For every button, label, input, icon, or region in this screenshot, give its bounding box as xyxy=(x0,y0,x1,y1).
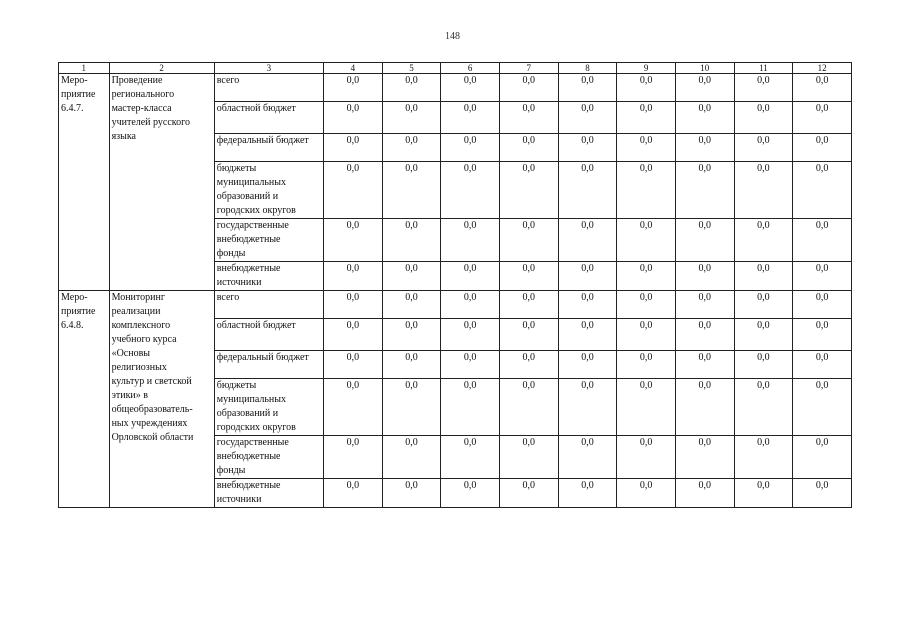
value-cell: 0,0 xyxy=(793,319,852,351)
measure-code-line: Меро- xyxy=(61,75,88,86)
value-cell: 0,0 xyxy=(675,219,734,262)
value-cell: 0,0 xyxy=(499,262,558,291)
value-cell: 0,0 xyxy=(675,162,734,219)
value-cell: 0,0 xyxy=(323,479,382,508)
measure-name-line: мастер-класса xyxy=(111,103,172,114)
funding-source-line: фонды xyxy=(216,248,246,259)
value-cell: 0,0 xyxy=(382,319,441,351)
value-cell: 0,0 xyxy=(558,162,617,219)
value-cell: 0,0 xyxy=(734,379,793,436)
value-cell: 0,0 xyxy=(793,74,852,102)
budget-table xyxy=(58,62,852,508)
funding-source xyxy=(214,291,323,319)
funding-source xyxy=(214,379,323,436)
value-cell: 0,0 xyxy=(499,134,558,162)
value-cell: 0,0 xyxy=(499,219,558,262)
value-cell: 0,0 xyxy=(734,262,793,291)
funding-source-line: внебюджетные xyxy=(216,480,281,491)
value-cell: 0,0 xyxy=(675,291,734,319)
measure-name-line: учителей русского xyxy=(111,117,190,128)
funding-source xyxy=(214,219,323,262)
value-cell: 0,0 xyxy=(382,351,441,379)
column-header: 11 xyxy=(734,63,793,74)
value-cell: 0,0 xyxy=(499,436,558,479)
value-cell: 0,0 xyxy=(323,319,382,351)
value-cell: 0,0 xyxy=(734,436,793,479)
value-cell: 0,0 xyxy=(675,74,734,102)
value-cell: 0,0 xyxy=(675,134,734,162)
value-cell: 0,0 xyxy=(382,74,441,102)
funding-source-line: образований и xyxy=(216,191,279,202)
value-cell: 0,0 xyxy=(675,262,734,291)
column-header: 12 xyxy=(793,63,852,74)
funding-source-line: муниципальных xyxy=(216,394,286,405)
value-cell: 0,0 xyxy=(793,291,852,319)
measure-name-line: Орловской области xyxy=(111,432,194,443)
value-cell: 0,0 xyxy=(499,74,558,102)
measure-code-line: Меро- xyxy=(61,292,88,303)
funding-source-line: источники xyxy=(216,277,262,288)
value-cell: 0,0 xyxy=(558,134,617,162)
value-cell: 0,0 xyxy=(793,436,852,479)
table-row xyxy=(59,74,852,102)
value-cell: 0,0 xyxy=(734,134,793,162)
value-cell: 0,0 xyxy=(617,291,676,319)
value-cell: 0,0 xyxy=(382,479,441,508)
value-cell: 0,0 xyxy=(558,262,617,291)
value-cell: 0,0 xyxy=(793,262,852,291)
measure-name-line: языка xyxy=(111,131,136,142)
value-cell: 0,0 xyxy=(617,319,676,351)
value-cell: 0,0 xyxy=(793,379,852,436)
column-header: 2 xyxy=(109,63,214,74)
measure-name-line: учебного курса xyxy=(111,334,177,345)
value-cell: 0,0 xyxy=(793,479,852,508)
value-cell: 0,0 xyxy=(441,479,500,508)
value-cell: 0,0 xyxy=(734,219,793,262)
measure-code-line: приятие xyxy=(61,306,96,317)
funding-source-line: городских округов xyxy=(216,205,296,216)
funding-source xyxy=(214,479,323,508)
value-cell: 0,0 xyxy=(382,262,441,291)
value-cell: 0,0 xyxy=(734,162,793,219)
value-cell: 0,0 xyxy=(734,102,793,134)
value-cell: 0,0 xyxy=(558,351,617,379)
value-cell: 0,0 xyxy=(441,102,500,134)
value-cell: 0,0 xyxy=(323,134,382,162)
funding-source xyxy=(214,436,323,479)
value-cell: 0,0 xyxy=(675,102,734,134)
funding-source-line: внебюджетные xyxy=(216,263,281,274)
funding-source xyxy=(214,351,323,379)
value-cell: 0,0 xyxy=(675,479,734,508)
column-header: 4 xyxy=(323,63,382,74)
value-cell: 0,0 xyxy=(323,379,382,436)
column-header: 1 xyxy=(59,63,110,74)
funding-source-line: всего xyxy=(216,75,240,86)
column-header: 8 xyxy=(558,63,617,74)
funding-source xyxy=(214,162,323,219)
value-cell: 0,0 xyxy=(558,436,617,479)
funding-source-line: бюджеты xyxy=(216,163,257,174)
column-header: 10 xyxy=(675,63,734,74)
value-cell: 0,0 xyxy=(675,319,734,351)
value-cell: 0,0 xyxy=(617,162,676,219)
funding-source xyxy=(214,319,323,351)
funding-source-line: федеральный бюджет xyxy=(216,352,309,363)
value-cell: 0,0 xyxy=(323,102,382,134)
value-cell: 0,0 xyxy=(558,319,617,351)
measure-name-line: реализации xyxy=(111,306,161,317)
funding-source-line: областной бюджет xyxy=(216,320,296,331)
value-cell: 0,0 xyxy=(382,162,441,219)
value-cell: 0,0 xyxy=(382,379,441,436)
measure-name-line: ных учреждениях xyxy=(111,418,188,429)
funding-source xyxy=(214,74,323,102)
measure-name-line: культур и светской xyxy=(111,376,192,387)
measure-name xyxy=(109,291,214,508)
value-cell: 0,0 xyxy=(617,262,676,291)
value-cell: 0,0 xyxy=(441,351,500,379)
value-cell: 0,0 xyxy=(441,162,500,219)
funding-source-line: муниципальных xyxy=(216,177,286,188)
value-cell: 0,0 xyxy=(323,291,382,319)
value-cell: 0,0 xyxy=(441,74,500,102)
measure-code xyxy=(59,74,110,291)
column-header: 3 xyxy=(214,63,323,74)
funding-source xyxy=(214,102,323,134)
value-cell: 0,0 xyxy=(323,162,382,219)
column-header: 5 xyxy=(382,63,441,74)
measure-code-line: 6.4.8. xyxy=(61,320,84,331)
value-cell: 0,0 xyxy=(558,102,617,134)
value-cell: 0,0 xyxy=(382,134,441,162)
measure-name-line: «Основы xyxy=(111,348,151,359)
value-cell: 0,0 xyxy=(617,379,676,436)
value-cell: 0,0 xyxy=(617,74,676,102)
funding-source-line: областной бюджет xyxy=(216,103,296,114)
value-cell: 0,0 xyxy=(382,219,441,262)
measure-name xyxy=(109,74,214,291)
column-header: 6 xyxy=(441,63,500,74)
value-cell: 0,0 xyxy=(441,291,500,319)
value-cell: 0,0 xyxy=(793,219,852,262)
measure-name-line: регионального xyxy=(111,89,175,100)
budget-table-body xyxy=(59,63,852,508)
measure-name-line: Проведение xyxy=(111,75,163,86)
value-cell: 0,0 xyxy=(734,351,793,379)
funding-source-line: федеральный бюджет xyxy=(216,135,309,146)
value-cell: 0,0 xyxy=(617,134,676,162)
value-cell: 0,0 xyxy=(675,351,734,379)
funding-source xyxy=(214,134,323,162)
measure-name-line: комплексного xyxy=(111,320,171,331)
value-cell: 0,0 xyxy=(558,379,617,436)
value-cell: 0,0 xyxy=(793,162,852,219)
funding-source-line: внебюджетные xyxy=(216,451,281,462)
measure-code-line: приятие xyxy=(61,89,96,100)
table-row xyxy=(59,291,852,319)
value-cell: 0,0 xyxy=(558,74,617,102)
value-cell: 0,0 xyxy=(793,134,852,162)
measure-name-line: этики» в xyxy=(111,390,149,401)
value-cell: 0,0 xyxy=(675,379,734,436)
value-cell: 0,0 xyxy=(617,351,676,379)
column-header: 7 xyxy=(499,63,558,74)
value-cell: 0,0 xyxy=(441,262,500,291)
funding-source-line: источники xyxy=(216,494,262,505)
value-cell: 0,0 xyxy=(617,102,676,134)
page-number: 148 xyxy=(445,31,460,42)
value-cell: 0,0 xyxy=(617,479,676,508)
measure-name-line: религиозных xyxy=(111,362,167,373)
value-cell: 0,0 xyxy=(323,262,382,291)
value-cell: 0,0 xyxy=(323,436,382,479)
value-cell: 0,0 xyxy=(499,162,558,219)
value-cell: 0,0 xyxy=(734,291,793,319)
value-cell: 0,0 xyxy=(499,351,558,379)
value-cell: 0,0 xyxy=(734,319,793,351)
value-cell: 0,0 xyxy=(793,351,852,379)
value-cell: 0,0 xyxy=(382,102,441,134)
funding-source-line: городских округов xyxy=(216,422,296,433)
value-cell: 0,0 xyxy=(499,291,558,319)
value-cell: 0,0 xyxy=(382,436,441,479)
value-cell: 0,0 xyxy=(734,479,793,508)
value-cell: 0,0 xyxy=(734,74,793,102)
value-cell: 0,0 xyxy=(323,74,382,102)
value-cell: 0,0 xyxy=(558,219,617,262)
value-cell: 0,0 xyxy=(675,436,734,479)
measure-name-line: общеобразователь- xyxy=(111,404,193,415)
measure-code-line: 6.4.7. xyxy=(61,103,84,114)
funding-source-line: внебюджетные xyxy=(216,234,281,245)
column-header: 9 xyxy=(617,63,676,74)
funding-source-line: государственные xyxy=(216,220,289,231)
funding-source-line: образований и xyxy=(216,408,279,419)
funding-source-line: фонды xyxy=(216,465,246,476)
column-number-row xyxy=(59,63,852,74)
value-cell: 0,0 xyxy=(323,351,382,379)
value-cell: 0,0 xyxy=(499,102,558,134)
value-cell: 0,0 xyxy=(793,102,852,134)
value-cell: 0,0 xyxy=(323,219,382,262)
measure-name-line: Мониторинг xyxy=(111,292,165,303)
value-cell: 0,0 xyxy=(499,479,558,508)
value-cell: 0,0 xyxy=(441,436,500,479)
value-cell: 0,0 xyxy=(558,291,617,319)
funding-source xyxy=(214,262,323,291)
value-cell: 0,0 xyxy=(617,219,676,262)
value-cell: 0,0 xyxy=(499,319,558,351)
value-cell: 0,0 xyxy=(441,379,500,436)
value-cell: 0,0 xyxy=(382,291,441,319)
value-cell: 0,0 xyxy=(441,134,500,162)
value-cell: 0,0 xyxy=(499,379,558,436)
funding-source-line: государственные xyxy=(216,437,289,448)
value-cell: 0,0 xyxy=(441,219,500,262)
value-cell: 0,0 xyxy=(617,436,676,479)
value-cell: 0,0 xyxy=(441,319,500,351)
value-cell: 0,0 xyxy=(558,479,617,508)
measure-code xyxy=(59,291,110,508)
funding-source-line: всего xyxy=(216,292,240,303)
funding-source-line: бюджеты xyxy=(216,380,257,391)
